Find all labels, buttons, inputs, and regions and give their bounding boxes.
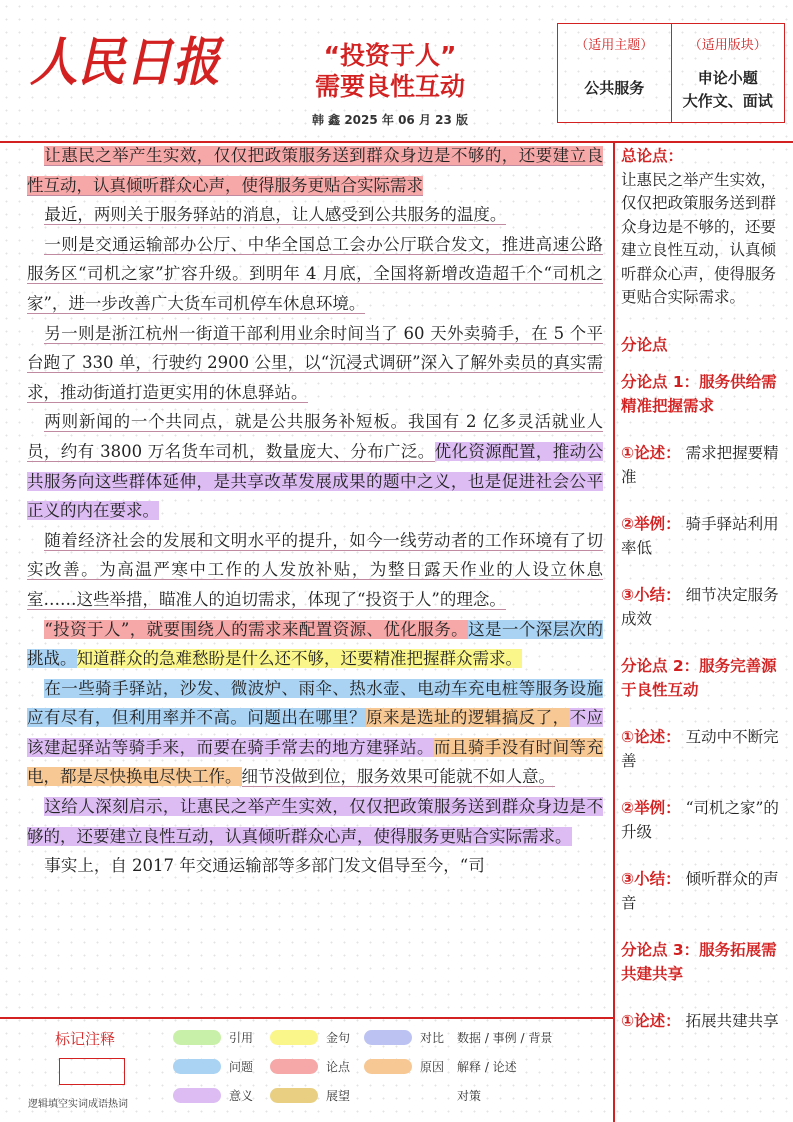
legend-item — [364, 1029, 444, 1046]
logo-text: 人民日报 — [30, 32, 225, 93]
sub-point-2-b — [621, 797, 785, 844]
legend-title: 标记注释 — [55, 1030, 116, 1048]
legend-note: 逻辑填空实词成语热词 — [28, 1099, 128, 1110]
paragraph-text: 事实上，自 2017 年交通运输部等多部门发文倡导至今，“司 — [44, 856, 485, 876]
legend-item — [173, 1029, 253, 1046]
legend-item — [270, 1087, 350, 1104]
sub-point-3-title: 分论点 3：服务拓展需共建共享 — [621, 941, 777, 983]
item-label: ③小结： — [621, 586, 681, 604]
article-paragraph — [27, 230, 603, 319]
main-thesis-highlight: 让惠民之举产生实效，仅仅把政策服务送到群众身边是不够的，还要建立良性互动，认真倾听群众心声，使得服务更贴合实际需求 — [27, 146, 603, 195]
legend-item — [270, 1029, 350, 1046]
sub-point-1-c — [621, 584, 785, 631]
sub-point-2-a — [621, 726, 785, 773]
article-body — [27, 141, 603, 881]
legend-swatch — [270, 1059, 318, 1074]
problem-highlight: 这是一个深层次的挑战。 — [27, 619, 604, 669]
reason-highlight: 原来是选址的逻辑搞反了， — [366, 708, 570, 728]
main-thesis-label: 总论点： — [621, 147, 684, 165]
legend-swatch — [270, 1030, 318, 1045]
problem-highlight: 在一些骑手驿站，沙发、微波炉、雨伞、热水壶、电动车充电桩等服务设施应有尽有，但利用率并不高。问题出在哪里？ — [27, 678, 603, 728]
legend-swatch — [173, 1059, 221, 1074]
item-label: ①论述： — [621, 444, 681, 462]
page-title — [285, 40, 495, 102]
article-paragraph — [27, 319, 603, 408]
item-text: 细节决定服务成效 — [621, 586, 779, 628]
article-paragraph — [27, 141, 603, 200]
legend-extra-data: 数据 / 事例 / 背景 — [457, 1031, 553, 1045]
legend-label: 对比 — [420, 1031, 445, 1045]
article-paragraph — [27, 615, 603, 674]
renmin-ribao-logo — [30, 18, 230, 98]
legend-extra-explain: 解释 / 论述 — [457, 1060, 517, 1074]
legend-sample-box — [59, 1058, 125, 1085]
item-label: ②举例： — [621, 515, 681, 533]
meta-box — [557, 23, 785, 123]
main-thesis-text: 让惠民之举产生实效，仅仅把政策服务送到群众身边是不够的，还要建立良性互动，认真倾听群众心声，使得服务更贴合实际需求。 — [621, 170, 777, 306]
sub-point-1-b — [621, 513, 785, 560]
article-paragraph — [27, 792, 603, 851]
topic-column — [558, 24, 671, 122]
sub-point-2-c — [621, 868, 785, 915]
title-line-2: 需要良性互动 — [314, 72, 465, 101]
item-label: ①论述： — [621, 1012, 681, 1030]
legend-item — [173, 1058, 253, 1075]
sub-point-1-a — [621, 442, 785, 489]
legend-swatch — [173, 1030, 221, 1045]
section-value-line-1: 申论小题 — [697, 69, 758, 87]
sub-point-3-a — [621, 1010, 785, 1034]
reason-highlight: 而且骑手没有时间等充电，都是尽快换电尽快工作。 — [27, 737, 604, 787]
item-text: 倾听群众的声音 — [621, 870, 779, 912]
sub-point-2-title: 分论点 2：服务完善源于良性互动 — [621, 657, 777, 699]
legend-swatch — [173, 1088, 221, 1103]
legend-swatch — [364, 1059, 412, 1074]
significance-highlight: 这给人深刻启示，让惠民之举产生实效，仅仅把政策服务送到群众身边是不够的，还要建立良性互动，认真倾听群众心声，使得服务更贴合实际需求。 — [27, 797, 603, 846]
paragraph-text: 两则新闻的一个共同点，就是公共服务补短板。我国有 2 亿多灵活就业人员，约有 3800 万名货车司机，数量庞大、分布广泛。 — [27, 412, 603, 461]
legend-label: 金句 — [326, 1031, 351, 1045]
legend-label: 引用 — [229, 1031, 254, 1045]
paragraph-text: 随着经济社会的发展和文明水平的提升，如今一线劳动者的工作环境有了切实改善。为高温严寒中工作的人发放补贴，为整日露天作业的人设立休息室……这些举措，瞄准人的迫切需求，体现了“投资于人”的理念。 — [27, 530, 603, 609]
paragraph-text: 细节没做到位，服务效果可能就不如人意。 — [241, 767, 555, 787]
article-paragraph — [27, 674, 603, 792]
paragraph-text: 最近，两则关于服务驿站的消息，让人感受到公共服务的温度。 — [44, 205, 507, 225]
item-label: ②举例： — [621, 799, 681, 817]
legend-label: 原因 — [420, 1060, 445, 1074]
legend-label: 展望 — [326, 1089, 351, 1103]
column-divider — [613, 141, 615, 1122]
significance-highlight: 优化资源配置，推动公共服务向这些群体延伸，是共享改革发展成果的题中之义，也是促进社会公平正义的内在要求。 — [27, 441, 604, 521]
legend-swatch — [364, 1030, 412, 1045]
article-paragraph — [27, 407, 603, 525]
quote-highlight: 知道群众的急难愁盼是什么还不够，还要精准把握群众需求。 — [76, 649, 522, 669]
item-text: 互动中不断完善 — [621, 728, 779, 770]
legend-item — [270, 1058, 350, 1075]
article-paragraph — [27, 526, 603, 615]
sub-points-heading: 分论点 — [621, 335, 668, 354]
item-text: 骑手驿站利用率低 — [621, 515, 779, 557]
legend-label: 意义 — [229, 1089, 254, 1103]
topic-value: 公共服务 — [584, 79, 645, 97]
sub-point-1-title: 分论点 1：服务供给需精准把握需求 — [621, 373, 777, 415]
paragraph-text: 一则是交通运输部办公厅、中华全国总工会办公厅联合发文，推进高速公路服务区“司机之家”扩容升级。到明年 4 月底，全国将新增改造超千个“司机之家”，进一步改善广大货车司机停车休息环境。 — [27, 234, 603, 313]
section-value-line-2: 大作文、面试 — [682, 92, 773, 110]
legend-item — [364, 1058, 444, 1075]
item-text: 拓展共建共享 — [685, 1012, 779, 1030]
section-value — [683, 67, 773, 113]
legend-label: 问题 — [229, 1060, 254, 1074]
section-column — [671, 24, 785, 122]
item-label: ③小结： — [621, 870, 681, 888]
legend-swatch — [270, 1088, 318, 1103]
item-text: 需求把握要精准 — [621, 444, 779, 486]
section-heading: （适用版块） — [688, 38, 767, 53]
argument-highlight: “投资于人”，就要围绕人的需求来配置资源、优化服务。 — [44, 619, 469, 639]
byline: 韩 鑫 2025 年 06 月 23 版 — [311, 113, 469, 127]
legend-extra-measures: 对策 — [457, 1089, 482, 1103]
article-paragraph — [27, 200, 603, 230]
item-label: ①论述： — [621, 728, 681, 746]
legend-divider — [0, 1017, 613, 1019]
article-paragraph — [27, 851, 603, 881]
legend-item — [173, 1087, 253, 1104]
topic-heading: （适用主题） — [575, 38, 654, 53]
title-line-1: “投资于人” — [323, 41, 457, 70]
analysis-sidebar — [621, 145, 785, 1034]
legend-label: 论点 — [326, 1060, 351, 1074]
item-text: “司机之家”的升级 — [621, 799, 779, 841]
paragraph-text: 另一则是浙江杭州一街道干部利用业余时间当了 60 天外卖骑手，在 5 个平台跑了 330 单，行驶约 2900 公里，以“沉浸式调研”深入了解外卖员的真实需求，推动街道打造更实用的休息驿站。 — [27, 323, 603, 402]
contrast-highlight: 不应该建起驿站等骑手来，而要在骑手常去的地方建驿站。 — [27, 708, 604, 757]
